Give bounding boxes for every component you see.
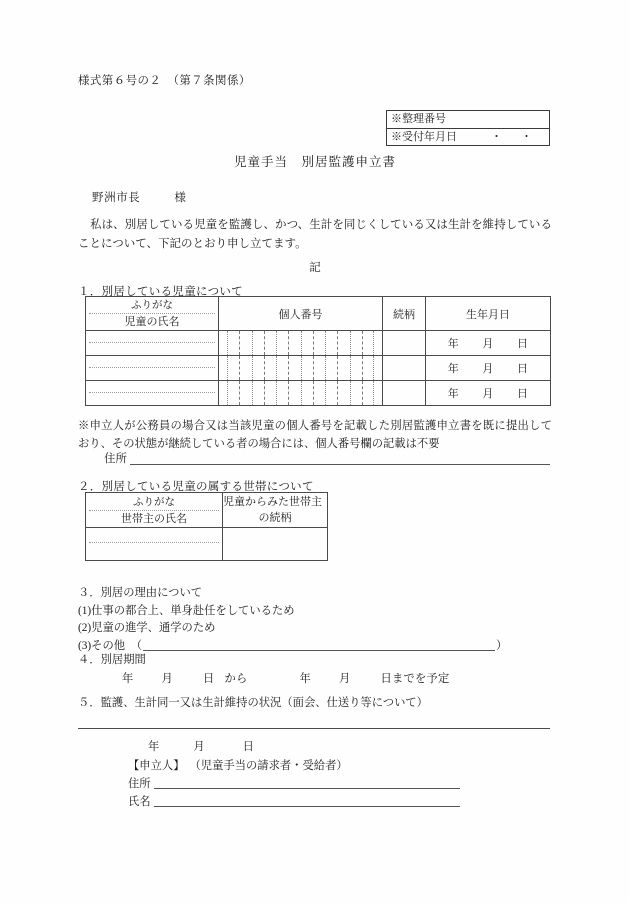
header-householder-relationship xyxy=(223,493,328,528)
household-table xyxy=(85,492,328,561)
signature-month: 月 xyxy=(193,741,205,753)
my-number-digit-cell[interactable] xyxy=(227,356,239,380)
reason-other-prefix: (3)その他 （ xyxy=(78,639,143,652)
furigana-dotted-line xyxy=(89,542,219,543)
applicant-address-rule xyxy=(154,788,460,789)
householder-name-label: 世帯主の氏名 xyxy=(121,512,187,525)
my-number-digit-cell[interactable] xyxy=(301,356,313,380)
section1-heading: １．別居している児童について xyxy=(78,286,243,298)
my-number-digit-cell[interactable] xyxy=(227,331,239,355)
child-name-input[interactable] xyxy=(86,331,219,356)
my-number-digit-grid xyxy=(227,356,374,380)
my-number-digit-cell[interactable] xyxy=(276,356,288,380)
birthdate-unit-0: 年 xyxy=(447,338,459,350)
my-number-digit-cell[interactable] xyxy=(325,331,337,355)
header-child-name xyxy=(86,297,219,331)
my-number-digit-cell[interactable] xyxy=(252,331,264,355)
my-number-grid-edge xyxy=(373,356,374,380)
my-number-digit-cell[interactable] xyxy=(337,331,349,355)
my-number-digit-cell[interactable] xyxy=(288,381,300,405)
child-name-label: 児童の氏名 xyxy=(124,316,180,328)
birthdate-unit-2: 日 xyxy=(517,363,529,375)
page-title: 児童手当 別居監護申立書 xyxy=(233,155,396,169)
birthdate-unit-1: 月 xyxy=(482,363,494,375)
my-number-digit-cell[interactable] xyxy=(350,381,362,405)
birthdate-unit-0: 年 xyxy=(447,388,459,400)
my-number-digit-cell[interactable] xyxy=(264,356,276,380)
signature-date[interactable] xyxy=(148,738,254,754)
my-number-input[interactable] xyxy=(219,331,383,356)
householder-name-input[interactable] xyxy=(86,528,223,561)
my-number-digit-cell[interactable] xyxy=(252,381,264,405)
addressee xyxy=(92,189,187,205)
date-separator-2: ・ xyxy=(521,131,532,143)
child-relationship-input[interactable] xyxy=(383,356,426,381)
child-birthdate-input[interactable] xyxy=(426,331,551,356)
birthdate-unit-1: 月 xyxy=(482,388,494,400)
furigana-dotted-line xyxy=(89,342,215,343)
table-header-row xyxy=(86,297,551,331)
applicant-heading xyxy=(128,757,348,773)
period-end-year: 年 xyxy=(299,673,311,685)
my-number-digit-cell[interactable] xyxy=(313,331,325,355)
applicant-name-rule xyxy=(154,806,460,807)
reason-other-suffix: ） xyxy=(496,639,508,652)
office-use-box xyxy=(386,110,550,146)
my-number-grid-edge xyxy=(373,381,374,405)
relationship-line-1: 児童からみた世帯主 xyxy=(223,496,322,508)
table-row xyxy=(86,356,551,381)
my-number-digit-cell[interactable] xyxy=(264,331,276,355)
child-birthdate-input[interactable] xyxy=(426,356,551,381)
period-start-day: 日 xyxy=(203,673,215,685)
header-householder-name xyxy=(86,493,223,528)
birthdate-units xyxy=(426,385,550,401)
my-number-digit-cell[interactable] xyxy=(337,381,349,405)
birthdate-unit-2: 日 xyxy=(517,338,529,350)
my-number-digit-cell[interactable] xyxy=(288,356,300,380)
applicant-name-field[interactable] xyxy=(128,793,460,809)
my-number-digit-cell[interactable] xyxy=(288,331,300,355)
furigana-dotted-line xyxy=(89,392,215,393)
period-end-month: 月 xyxy=(339,673,351,685)
my-number-digit-cell[interactable] xyxy=(227,381,239,405)
signature-year: 年 xyxy=(148,741,160,753)
child-birthdate-input[interactable] xyxy=(426,381,551,406)
signature-day: 日 xyxy=(242,741,254,753)
my-number-digit-cell[interactable] xyxy=(337,356,349,380)
period-line[interactable] xyxy=(78,670,552,686)
applicant-address-label: 住所 xyxy=(128,778,151,790)
householder-relationship-input[interactable] xyxy=(223,528,328,561)
my-number-digit-cell[interactable] xyxy=(301,331,313,355)
section3-block xyxy=(78,585,552,655)
header-my-number: 個人番号 xyxy=(219,297,383,331)
my-number-digit-cell[interactable] xyxy=(239,356,251,380)
children-table xyxy=(85,296,551,406)
my-number-digit-cell[interactable] xyxy=(313,381,325,405)
reason-option-2[interactable]: (2)児童の進学、通学のため xyxy=(78,622,216,635)
child-address-rule xyxy=(130,464,550,465)
my-number-digit-grid xyxy=(227,331,374,355)
header-relationship: 続柄 xyxy=(383,297,426,331)
my-number-digit-cell[interactable] xyxy=(325,381,337,405)
declaration-statement: 私は、別居している児童を監護し、かつ、生計を同じくしている又は生計を維持していることについて、下記のとおり申し立てます。 xyxy=(78,219,552,250)
section4-block xyxy=(78,651,552,686)
child-relationship-input[interactable] xyxy=(383,331,426,356)
receipt-date-row[interactable] xyxy=(387,128,549,145)
period-end-day: 日までを予定 xyxy=(380,673,450,685)
furigana-label: ふりがな xyxy=(89,495,219,511)
table-row xyxy=(86,381,551,406)
child-name-input[interactable] xyxy=(86,356,219,381)
my-number-digit-cell[interactable] xyxy=(239,381,251,405)
reason-option-1[interactable]: (1)仕事の都合上、単身赴任をしているため xyxy=(78,604,295,617)
applicant-note: （児童手当の請求者・受給者） xyxy=(189,760,348,772)
section3-heading: ３．別居の理由について xyxy=(78,587,203,599)
my-number-digit-cell[interactable] xyxy=(276,331,288,355)
my-number-digit-cell[interactable] xyxy=(276,381,288,405)
birthdate-unit-0: 年 xyxy=(447,363,459,375)
relationship-line-2: の続柄 xyxy=(258,512,292,524)
reference-number-row[interactable] xyxy=(387,111,549,128)
applicant-name-label: 氏名 xyxy=(128,796,151,808)
my-number-digit-cell[interactable] xyxy=(313,356,325,380)
my-number-digit-cell[interactable] xyxy=(325,356,337,380)
furigana-dotted-line xyxy=(89,367,215,368)
my-number-digit-cell[interactable] xyxy=(239,331,251,355)
period-start-year: 年 xyxy=(122,673,134,685)
table-row xyxy=(86,528,328,561)
my-number-input[interactable] xyxy=(219,381,383,406)
birthdate-units xyxy=(426,360,550,376)
child-name-input[interactable] xyxy=(86,381,219,406)
ki-mark: 記 xyxy=(309,262,321,274)
child-address-label: 住所 xyxy=(104,453,127,465)
my-number-digit-cell[interactable] xyxy=(301,381,313,405)
birthdate-unit-2: 日 xyxy=(517,388,529,400)
furigana-label: ふりがな xyxy=(89,298,215,314)
applicant-label: 【申立人】 xyxy=(128,760,185,772)
receipt-date-label: ※受付年月日 xyxy=(391,131,457,143)
birthdate-units xyxy=(426,335,550,351)
period-from: から xyxy=(224,673,248,685)
period-start-month: 月 xyxy=(161,673,173,685)
section4-heading: ４．別居期間 xyxy=(78,654,146,666)
my-number-digit-grid xyxy=(227,381,374,405)
date-separator-1: ・ xyxy=(491,131,502,143)
reference-number-label: ※整理番号 xyxy=(391,113,446,125)
applicant-address-field[interactable] xyxy=(128,775,460,791)
addressee-honorific: 様 xyxy=(174,192,187,204)
footer-divider xyxy=(78,728,550,729)
child-relationship-input[interactable] xyxy=(383,381,426,406)
child-address-field[interactable] xyxy=(104,450,550,466)
form-number: 様式第６号の２ （第７条関係） xyxy=(78,75,251,87)
addressee-name: 野洲市長 xyxy=(92,192,141,204)
my-number-input[interactable] xyxy=(219,356,383,381)
my-number-grid-edge xyxy=(373,331,374,355)
my-number-digit-cell[interactable] xyxy=(350,356,362,380)
table-row xyxy=(86,331,551,356)
my-number-digit-cell[interactable] xyxy=(264,381,276,405)
section5-heading: ５．監護、生計同一又は生計維持の状況（面会、仕送り等について） xyxy=(78,697,428,709)
my-number-digit-cell[interactable] xyxy=(350,331,362,355)
birthdate-unit-1: 月 xyxy=(482,338,494,350)
my-number-digit-cell[interactable] xyxy=(252,356,264,380)
my-number-note: ※申立人が公務員の場合又は当該児童の個人番号を記載した別居監護申立書を既に提出しており、その状態が継続している者の場合には、個人番号欄の記載は不要 xyxy=(78,420,552,450)
table-header-row xyxy=(86,493,328,528)
header-birthdate: 生年月日 xyxy=(426,297,551,331)
section2-heading: ２．別居している児童の属する世帯について xyxy=(78,481,314,493)
